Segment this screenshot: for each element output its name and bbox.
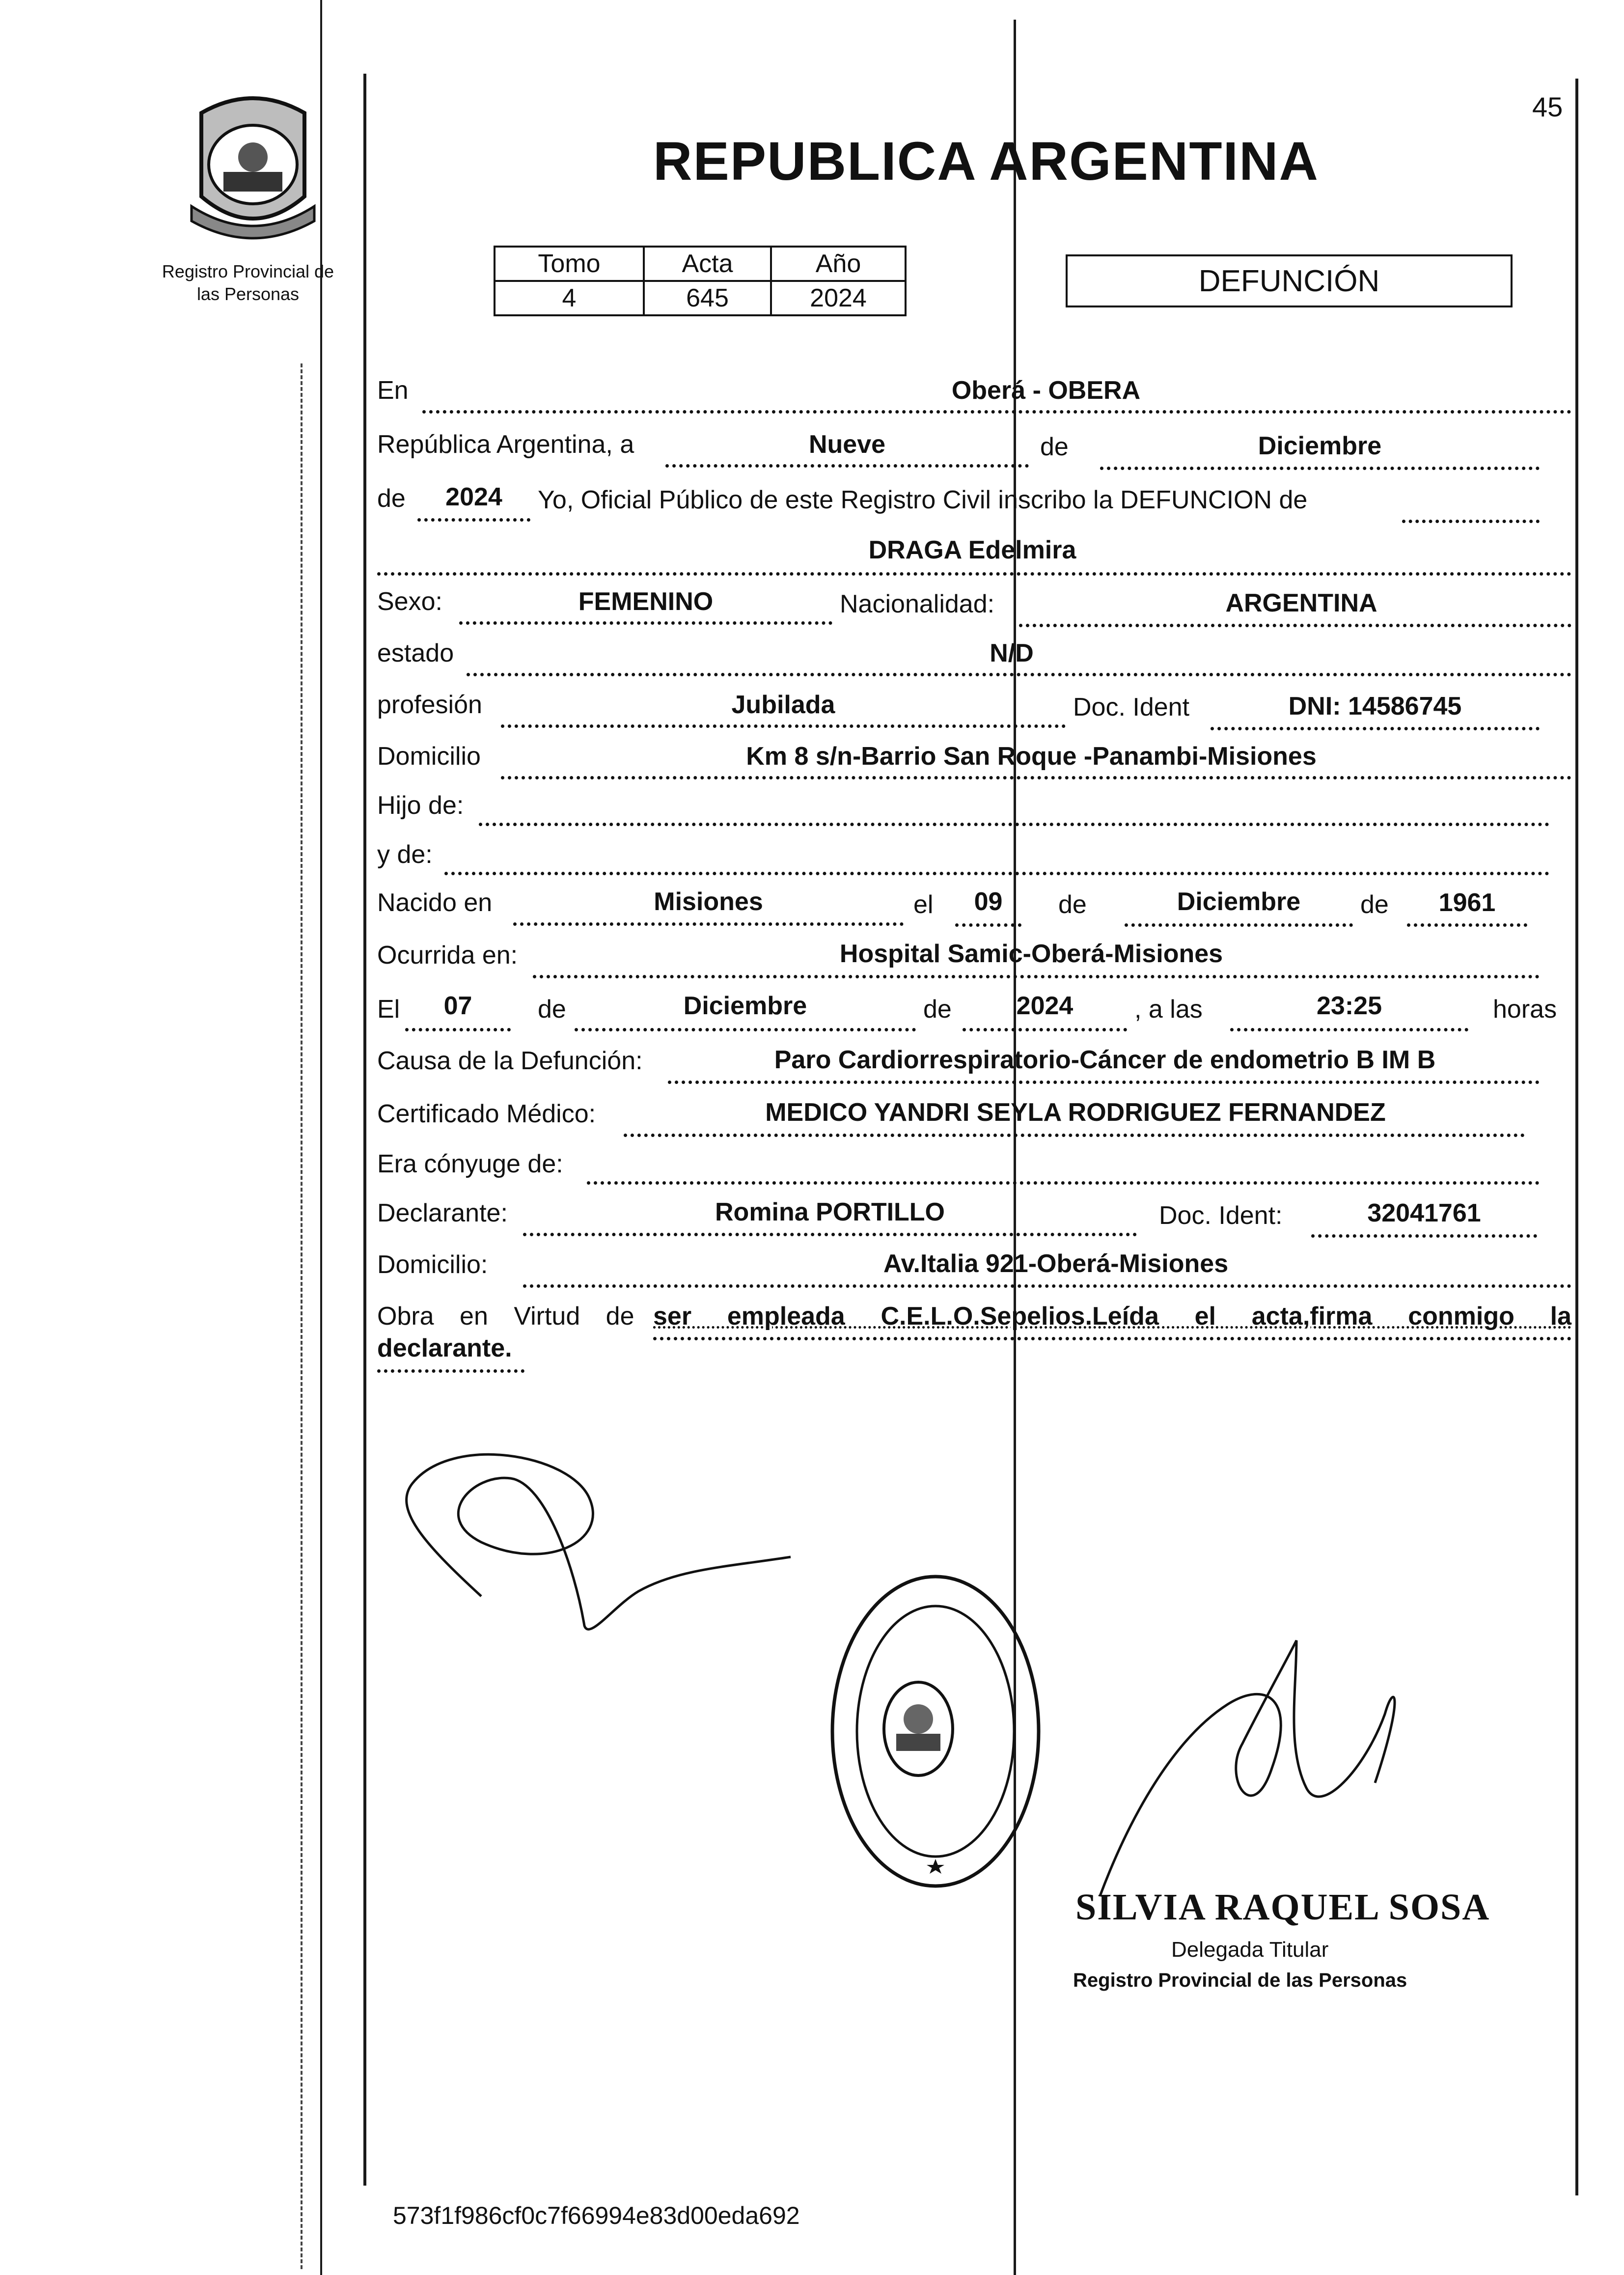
domicilio-dots <box>501 776 1571 779</box>
el-label: el <box>913 890 934 919</box>
document-type <box>1066 254 1513 307</box>
declarante-label: Declarante: <box>377 1199 508 1227</box>
death-time-value: 23:25 <box>1317 992 1382 1020</box>
day-word-value: Nueve <box>808 430 886 459</box>
inscribo-dots <box>1402 520 1540 523</box>
acta-value: 645 <box>644 281 771 315</box>
fold-line <box>1014 20 1016 2275</box>
death-day-value: 07 <box>443 992 472 1020</box>
official-registry: Registro Provincial de las Personas <box>1073 1970 1407 1991</box>
estado-dots <box>467 673 1571 676</box>
deceased-name-dots <box>377 572 1571 576</box>
death-day-dots <box>405 1028 511 1031</box>
record-table-header <box>495 247 906 281</box>
page-title: REPUBLICA ARGENTINA <box>653 131 1319 192</box>
month-word-dots <box>1100 467 1540 470</box>
day-word-dots <box>665 464 1029 468</box>
sexo-dots <box>459 621 832 625</box>
sexo-value: FEMENINO <box>578 587 714 616</box>
nacionalidad-label: Nacionalidad: <box>840 590 995 618</box>
registry-name-line1: Registro Provincial de <box>162 261 334 281</box>
registry-name <box>142 260 354 305</box>
birth-day-value: 09 <box>974 888 1003 916</box>
conyuge-dots <box>587 1181 1540 1185</box>
place-value: Oberá - OBERA <box>951 376 1141 405</box>
death-year-value: 2024 <box>1016 992 1073 1020</box>
estado-value: N/D <box>990 639 1034 667</box>
left-dashed-line <box>301 363 303 2269</box>
declarant-signature <box>383 1444 825 1650</box>
nacido-dots <box>513 922 904 926</box>
en-label: En <box>377 376 409 405</box>
province-emblem <box>172 83 334 246</box>
conyuge-label: Era cónyuge de: <box>377 1150 563 1178</box>
tomo-value: 4 <box>495 281 644 315</box>
alas-label: , a las <box>1134 995 1203 1024</box>
doc-value: DNI: 14586745 <box>1288 692 1462 721</box>
horas-label: horas <box>1493 995 1557 1024</box>
doc-dots <box>1211 727 1540 730</box>
official-signature <box>1090 1621 1483 1915</box>
certificado-label: Certificado Médico: <box>377 1100 596 1128</box>
birth-day-dots <box>955 923 1021 927</box>
obra-label-text: Obra en Virtud de <box>377 1302 634 1331</box>
document-hash: 573f1f986cf0c7f66994e83d00eda692 <box>393 2202 800 2229</box>
record-table <box>494 246 907 316</box>
birth-year-value: 1961 <box>1438 888 1496 917</box>
record-table-values <box>495 281 906 315</box>
death-month-dots <box>575 1028 916 1031</box>
domicilio2-dots <box>523 1284 1571 1288</box>
profesion-value: Jubilada <box>731 691 835 719</box>
obra-line1: ser empleada C.E.L.O.Sepelios.Leída el acta,firma conmigo la <box>653 1302 1571 1331</box>
official-name: SILVIA RAQUEL SOSA <box>1075 1887 1490 1928</box>
nacionalidad-dots <box>1019 624 1571 627</box>
domicilio-value: Km 8 s/n-Barrio San Roque -Panambi-Misiones <box>746 742 1317 771</box>
birth-month-dots <box>1125 923 1353 927</box>
de-label-2: de <box>377 484 406 513</box>
official-stamp <box>827 1572 1044 1891</box>
de-label-5: de <box>538 995 566 1024</box>
republica-label: República Argentina, a <box>377 430 634 459</box>
registry-name-line2: las Personas <box>196 284 300 304</box>
estado-label: estado <box>377 639 454 667</box>
doc-label: Doc. Ident <box>1073 693 1190 721</box>
nacido-label: Nacido en <box>377 888 493 917</box>
causa-dots <box>668 1081 1540 1084</box>
place-dots <box>422 410 1571 414</box>
document-type-label: DEFUNCIÓN <box>1198 264 1380 298</box>
birth-year-dots <box>1407 923 1527 927</box>
deceased-name: DRAGA Edelmira <box>868 536 1076 564</box>
death-year-dots <box>963 1028 1127 1031</box>
doc2-dots <box>1311 1234 1537 1238</box>
causa-value: Paro Cardiorrespiratorio-Cáncer de endometrio B IM B <box>774 1046 1436 1074</box>
de-label-3: de <box>1058 890 1087 919</box>
profesion-label: profesión <box>377 691 482 719</box>
de-label-6: de <box>923 995 952 1024</box>
obra-dots-line1 <box>653 1337 1571 1340</box>
inscribo-text: Yo, Oficial Público de este Registro Civil inscribo la DEFUNCION de <box>538 486 1308 514</box>
declarante-value: Romina PORTILLO <box>715 1198 945 1226</box>
certificado-dots <box>624 1134 1525 1137</box>
sexo-label: Sexo: <box>377 587 442 616</box>
ocurrida-label: Ocurrida en: <box>377 941 518 970</box>
certificado-value: MEDICO YANDRI SEYLA RODRIGUEZ FERNANDEZ <box>765 1098 1386 1127</box>
doc2-value: 32041761 <box>1367 1199 1481 1227</box>
ocurrida-dots <box>533 975 1540 978</box>
obra-dots-line2 <box>377 1369 524 1373</box>
birth-month-value: Diciembre <box>1177 888 1301 916</box>
causa-label: Causa de la Defunción: <box>377 1047 643 1075</box>
official-role: Delegada Titular <box>1171 1938 1329 1962</box>
year-value: 2024 <box>445 483 502 511</box>
el2-label: El <box>377 995 400 1024</box>
doc2-label: Doc. Ident: <box>1159 1201 1283 1230</box>
form-left-border <box>363 74 366 2186</box>
stamp-seal-icon <box>827 1572 1044 1891</box>
nacido-value: Misiones <box>654 888 763 916</box>
ocurrida-value: Hospital Samic-Oberá-Misiones <box>839 940 1223 968</box>
death-time-dots <box>1230 1028 1468 1031</box>
obra-line2: declarante. <box>377 1334 512 1362</box>
domicilio2-value: Av.Italia 921-Oberá-Misiones <box>883 1249 1229 1278</box>
profesion-dots <box>501 724 1066 728</box>
hijo-dots <box>479 823 1549 826</box>
obra-label <box>377 1302 634 1331</box>
declarante-dots <box>523 1233 1137 1236</box>
month-word-value: Diciembre <box>1258 432 1382 460</box>
left-margin-line <box>320 0 322 2275</box>
tomo-header: Tomo <box>495 247 644 281</box>
anio-header: Año <box>771 247 906 281</box>
acta-header: Acta <box>644 247 771 281</box>
domicilio-label: Domicilio <box>377 742 481 771</box>
death-month-value: Diciembre <box>683 992 807 1020</box>
emblem-icon <box>172 83 334 246</box>
de-label-4: de <box>1360 890 1389 919</box>
domicilio2-label: Domicilio: <box>377 1250 488 1279</box>
year-dots <box>417 518 530 522</box>
page-number: 45 <box>1532 91 1563 122</box>
signature-scribble-icon <box>383 1444 825 1650</box>
hijo-label: Hijo de: <box>377 791 464 820</box>
nacionalidad-value: ARGENTINA <box>1225 589 1377 617</box>
de-label-1: de <box>1040 433 1069 461</box>
form-right-border <box>1575 79 1578 2195</box>
anio-value: 2024 <box>771 281 906 315</box>
signature-icon <box>1090 1621 1483 1915</box>
yde-dots <box>444 872 1549 875</box>
yde-label: y de: <box>377 840 433 869</box>
